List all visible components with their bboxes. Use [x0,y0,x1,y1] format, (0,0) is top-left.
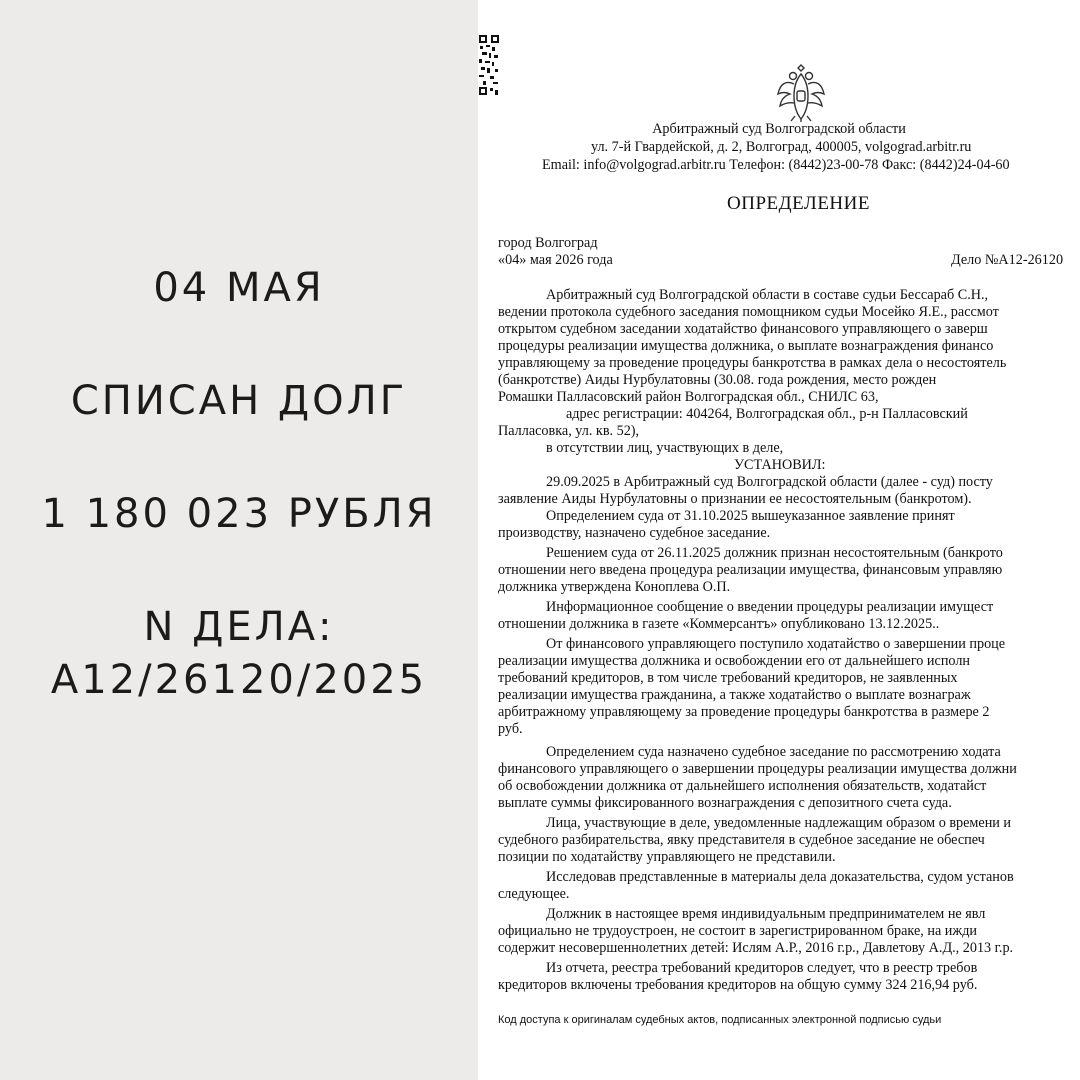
body-line: следующее. [498,886,570,902]
case-number: А12/26120/2025 [50,657,428,703]
body-line: 29.09.2025 в Арбитражный суд Волгоградской области (далее - суд) посту [546,474,993,490]
body-line: реализации имущества гражданина, а также ходатайство о выплате вознаграж [498,687,971,703]
body-line: Должник в настоящее время индивидуальным предпринимателем не явл [546,906,986,922]
body-line: судебного разбирательства, явку представителя в судебное заседание не обеспеч [498,832,985,848]
body-line: Из отчета, реестра требований кредиторов следует, что в реестр требов [546,960,978,976]
court-contacts: Email: info@volgograd.arbitr.ru Телефон: (8442)23-00-78 Факс: (8442)24-04-60 [542,157,1010,173]
document-date: «04» мая 2026 года [498,252,613,268]
body-line: Решением суда от 26.11.2025 должник признан несостоятельным (банкрото [546,545,1003,561]
court-address: ул. 7-й Гвардейской, д. 2, Волгоград, 400005, volgograd.arbitr.ru [591,139,972,155]
body-line: Информационное сообщение о введении процедуры реализации имущест [546,599,994,615]
headline-text: СПИСАН ДОЛГ [70,378,408,424]
qr-code-icon [478,34,500,96]
body-line: заявление Аиды Нурбулатовны о признании ее несостоятельным (банкротом). [498,491,972,507]
court-name: Арбитражный суд Волгоградской области [652,121,906,137]
body-line: Определением суда от 31.10.2025 вышеуказанное заявление принят [546,508,955,524]
body-line: Арбитражный суд Волгоградской области в составе судьи Бессараб С.Н., [546,287,989,303]
body-line: об освобождении должника от дальнейшего исполнения обязательств, ходатайст [498,778,987,794]
body-line: кредиторов включены требования кредиторов на общую сумму 324 216,94 руб. [498,977,978,993]
body-line: отношении него введена процедура реализации имущества, финансовым управляю [498,562,1003,578]
body-line: финансового управляющего о завершении процедуры реализации имущества должни [498,761,1017,777]
body-line: управляющему за проведение процедуры банкротства в рамках дела о несостоятель [498,355,1007,371]
court-document-scan [478,0,1080,1080]
body-line: (банкротстве) Аиды Нурбулатовны (30.08. года рождения, место рожден [498,372,937,388]
body-line: открытом судебном заседании ходатайство финансового управляющего о заверш [498,321,988,337]
case-reference: Дело №А12-26120 [951,252,1064,268]
body-line: производству, назначено судебное заседание. [498,525,771,541]
body-line: руб. [498,721,523,737]
body-line: Ромашки Палласовский район Волгоградская обл., СНИЛС 63, [498,389,879,405]
body-line: содержит несовершеннолетних детей: Ислям А.Р., 2016 г.р., Давлетову А.Д., 2013 г.р. [498,940,1014,956]
caption-panel [0,0,478,1080]
document-title: ОПРЕДЕЛЕНИЕ [727,193,870,214]
body-line: процедуры реализации имущества должника, о выплате вознаграждения финансо [498,338,994,354]
body-line: реализации имущества должника и освобождении его от дальнейшего исполн [498,653,970,669]
body-line: выплате суммы фиксированного вознаграждения с депозитного счета суда. [498,795,952,811]
body-line: арбитражному управляющему за проведение процедуры банкротства в размере 2 [498,704,990,720]
city-text: город Волгоград [498,235,598,251]
body-line: официально не трудоустроен, не состоит в зарегистрированном браке, на ижди [498,923,978,939]
body-line: Палласовка, ул. кв. 52), [498,423,640,439]
body-line: позиции по ходатайству управляющего не представили. [498,849,836,865]
date-text: 04 МАЯ [153,265,325,311]
body-line: Лица, участвующие в деле, уведомленные надлежащим образом о времени и [546,815,1012,831]
section-heading: УСТАНОВИЛ: [734,457,826,473]
debt-amount: 1 180 023 РУБЛЯ [41,491,437,537]
case-label: N ДЕЛА: [143,604,335,650]
body-line: Исследовав представленные в материалы дела доказательства, судом установ [546,869,1014,885]
body-line: ведении протокола судебного заседания помощником судьи Мосейко Я.Е., рассмот [498,304,999,320]
body-line: адрес регистрации: 404264, Волгоградская обл., р-н Палласовский [566,406,968,422]
body-line: От финансового управляющего поступило ходатайство о завершении проце [546,636,1006,652]
access-code-footer: Код доступа к оригиналам судебных актов, подписанных электронной подписью судьи [498,1014,942,1026]
body-line: должника утверждена Коноплева О.П. [498,579,731,595]
body-line: требований кредиторов, в том числе требований кредиторов, не заявленных [498,670,958,686]
body-line: в отсутствии лиц, участвующих в деле, [546,440,784,456]
body-line: отношении должника в газете «Коммерсантъ» опубликовано 13.12.2025.. [498,616,940,632]
coat-of-arms-icon [776,64,826,122]
body-line: Определением суда назначено судебное заседание по рассмотрению ходата [546,744,1001,760]
